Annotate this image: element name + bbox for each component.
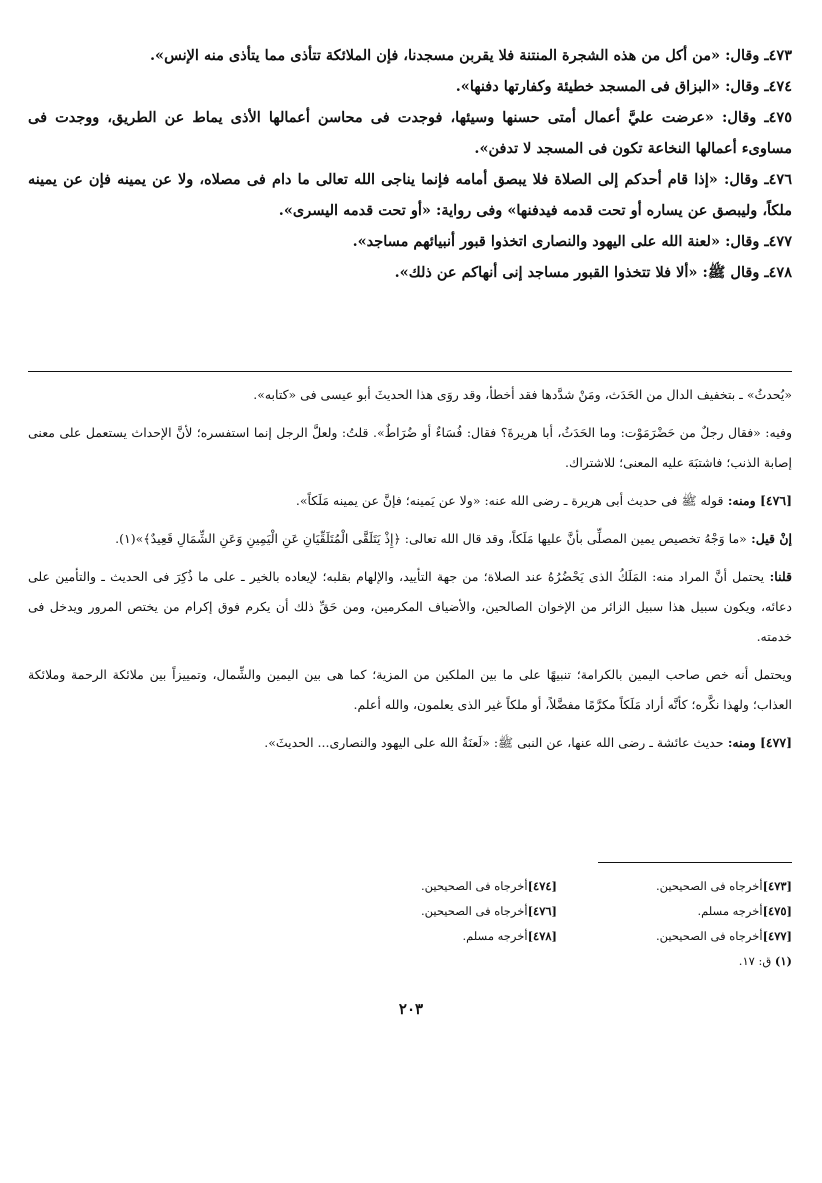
footnote-number: (١) [774,954,792,968]
commentary-lead: [٤٧٦] ومنه: [723,493,792,508]
hadith-intro: وقال: [720,78,760,95]
commentary-lead: إنْ قيل: [746,531,792,546]
footnote-item [577,924,792,949]
footnote-number: [٤٧٨] [527,929,557,943]
commentary-paragraph [28,380,792,410]
footnote-item [342,874,557,899]
footnote-text: أخرجاه فى الصحيحين. [421,904,528,918]
footnote-number: [٤٧٦] [527,904,557,918]
footnote-item [577,899,792,924]
hadith-item: ٤٧٥ـ وقال: «عرضت عليَّ أعمال أمتى حسنها وسيئها، فوجدت فى محاسن أعمالها الأذى يماط عن الطريق، ووجدت فى مساوىء أعمالها النخاعة تكون فى المسجد لا تدفن». [28,109,792,157]
hadith-text: «لعنة الله على اليهود والنصارى اتخذوا قبور أنبيائهم مساجد». [352,233,721,250]
footnote-item [577,874,792,899]
commentary-paragraph [28,562,792,652]
commentary-paragraph [28,418,792,478]
page-number: ٢٠٣ [398,1000,424,1018]
footnote-item [342,924,557,949]
hadith-item: ٤٧٦ـ وقال: «إذا قام أحدكم إلى الصلاة فلا يبصق أمامه فإنما يناجى الله تعالى ما دام فى مصلاه، ولا عن يمينه فإن عن يمينه ملكاً، وليبصق عن يساره أو تحت قدمه فيدفنها» وفى رواية: «أو تحت قدمه اليسرى». [28,171,793,219]
footnotes [140,874,792,974]
commentary-lead: قلنا: [764,569,792,584]
hadith-text: «البزاق فى المسجد خطيئة وكفارتها دفنها». [455,78,721,95]
hadith-item: ٤٧٧ـ وقال: «لعنة الله على اليهود والنصارى اتخذوا قبور أنبيائهم مساجد». [352,233,792,250]
hadith-text: «ألا فلا تتخذوا القبور مساجد إنى أنهاكم عن ذلك». [394,264,698,281]
footnote-rule [598,862,792,863]
hadith-intro: وقال ﷺ: [697,264,760,281]
footnote-text: أخرجاه فى الصحيحين. [421,879,528,893]
section-divider [28,371,792,372]
footnote-number: [٤٧٤] [527,879,557,893]
commentary-text: حديث عائشة ـ رضى الله عنها، عن النبى ﷺ: «لَعنَةُ الله على اليهود والنصارى... الحديثَ». [264,735,724,750]
commentary [28,380,792,766]
hadith-number: ٤٧٤ [768,78,792,95]
commentary-paragraph [28,660,792,720]
hadith-text: «من أكل من هذه الشجرة المنتنة فلا يقربن مسجدنا، فإن الملائكة تتأذى مما يتأذى منه الإنس». [149,47,721,64]
commentary-text: يحتمل أنَّ المراد منه: المَلَكُ الذى يَحْضُرُهُ عند الصلاة؛ من جهة التأييد، والإلهام بقلبه؛ لإيعاده بالخير ـ على ما ذُكِرَ فى الحديث ـ والتأمين على دعائه، ويكون سبيل هذا سبيل الزائر من الإخوان الصالحين، والأضياف المكرمين، ومن حَقِّ ذلك أن يكرم فوق إكرام من يختص المرور ويدخل فى خدمته. [28,569,792,644]
hadith-intro: وقال: [720,47,760,64]
footnote-text: أخرجاه فى الصحيحين. [656,879,763,893]
hadith-item: ٤٧٨ـ وقال ﷺ: «ألا فلا تتخذوا القبور مساجد إنى أنهاكم عن ذلك». [394,264,792,281]
commentary-paragraph [28,524,792,554]
commentary-text: وفيه: «فقال رجلٌ من حَضْرَمَوْت: وما الحَدَثُ، أبا هريرةَ؟ فقال: فُسَاءٌ أو ضُرَاطٌ». قلتُ: ولعلَّ الرجل إنما استفسره؛ لأنَّ الإحداث يستعمل على معنى إصابة الذنب؛ فاشتبَهَ عليه المعنى؛ للاشتراك. [28,425,792,470]
hadith-number: ٤٧٦ [768,171,793,188]
commentary-text: «يُحدثُ» ـ بتخفيف الدال من الحَدَث، ومَنْ شدَّدها فقد أخطأ، وقد روَى هذا الحديثَ أبو عيسى فى «كتابه». [253,387,792,402]
hadith-number: ٤٧٧ [768,233,792,250]
hadith-item: ٤٧٣ـ وقال: «من أكل من هذه الشجرة المنتنة فلا يقربن مسجدنا، فإن الملائكة تتأذى مما يتأذى منه الإنس». [149,47,792,64]
footnote-text: ق: ١٧. [738,954,772,968]
footnote-text: أخرجه مسلم. [697,904,763,918]
footnote-number: [٤٧٥] [762,904,792,918]
commentary-paragraph [28,728,792,758]
footnote-text: أخرجه مسلم. [462,929,528,943]
footnote-item [342,899,557,924]
commentary-text: «ما وَجْهُ تخصيص يمين المصلِّى بأنَّ عليها مَلَكاً، وقد قال الله تعالى: ﴿إِذْ يَتَلَقَّى الْمُتَلَقِّيَانِ عَنِ الْيَمِينِ وَعَنِ الشِّمَالِ قَعِيدٌ﴾»(١). [115,531,747,546]
hadith-number: ٤٧٣ [768,47,792,64]
footnote-text: أخرجاه فى الصحيحين. [656,929,763,943]
hadith-list [28,40,792,288]
hadith-intro: وقال: [720,233,760,250]
hadith-item: ٤٧٤ـ وقال: «البزاق فى المسجد خطيئة وكفارتها دفنها». [455,78,792,95]
hadith-text: «إذا قام أحدكم إلى الصلاة فلا يبصق أمامه فإنما يناجى الله تعالى ما دام فى مصلاه، ولا عن يمينه فإن عن يمينه ملكاً، وليبصق عن يساره أو تحت قدمه فيدفنها» وفى رواية: «أو تحت قدمه اليسرى». [28,171,792,219]
hadith-text: «عرضت عليَّ أعمال أمتى حسنها وسيئها، فوجدت فى محاسن أعمالها الأذى يماط عن الطريق، ووجدت فى مساوىء أعمالها النخاعة تكون فى المسجد لا تدفن». [28,109,792,157]
footnote-number: [٤٧٣] [762,879,792,893]
hadith-number: ٤٧٨ [768,264,792,281]
commentary-text: ويحتمل أنه خص صاحب اليمين بالكرامة؛ تنبيهًا على ما بين الملكين من المزية؛ كما هى بين اليمين والشِّمال، وتمييزاً بين ملائكة الرحمة وملائكة العذاب؛ ولهذا نكَّره؛ كأنَّه أراد مَلَكاً مكرَّمًا مفضَّلاً، أو ملكاً غير الذى يعلمون، والله أعلم. [28,667,792,712]
commentary-text: قوله ﷺ فى حديث أبى هريرة ـ رضى الله عنه: «ولا عن يَمينه؛ فإنَّ عن يمينه مَلَكاً». [295,493,724,508]
footnote-item [577,949,792,974]
commentary-lead: [٤٧٧] ومنه: [723,735,792,750]
hadith-intro: وقال: [717,171,759,188]
hadith-intro: وقال: [713,109,757,126]
footnote-number: [٤٧٧] [762,929,792,943]
hadith-number: ٤٧٥ [768,109,792,126]
commentary-paragraph [28,486,792,516]
